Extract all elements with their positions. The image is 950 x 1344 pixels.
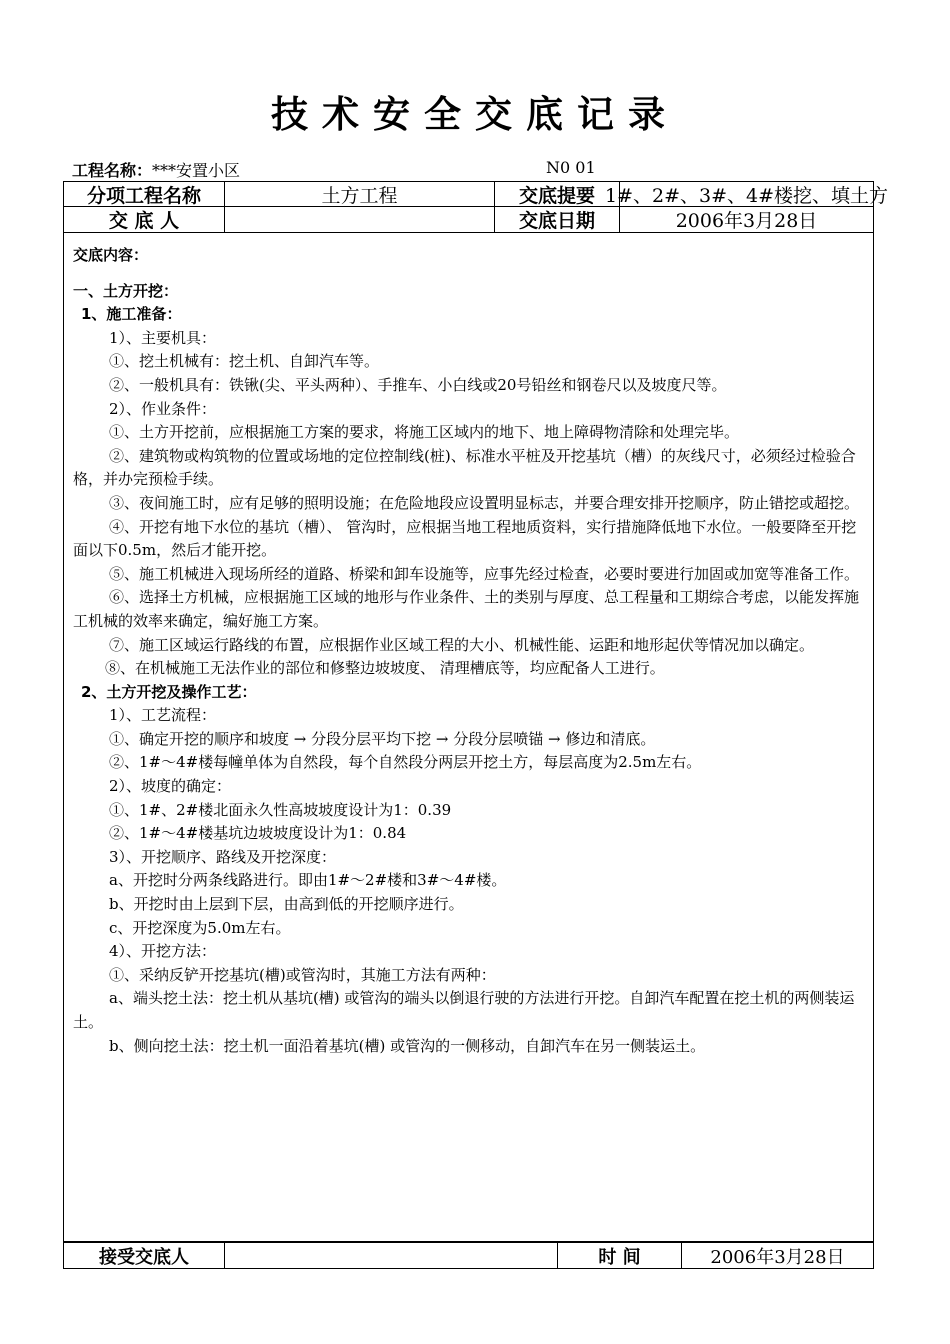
receiver-value [225,1243,558,1268]
project-name-label: 工程名称： [72,161,153,180]
paragraph: a、端头挖土法：挖土机从基坑(槽) 或管沟的端头以倒退行驶的方法进行开挖。自卸汽车配置在挖土机的两侧装运土。 [73,989,855,1031]
content-box [63,232,874,1242]
subsection-heading: 2、土方开挖及操作工艺： [81,682,257,701]
paragraph: ②、建筑物或构筑物的位置或场地的定位控制线(桩)、标准水平桩及开挖基坑（槽）的灰线尺寸，必须经过检验合格，并办完预检手续。 [73,446,856,489]
time-label: 时 间 [558,1243,682,1268]
paragraph: ⑤、施工机械进入现场所经的道路、桥梁和卸车设施等，应事先经过检查，必要时要进行加固或加宽等准备工作。 [109,564,860,583]
sub-project-label: 分项工程名称 [64,182,225,207]
paragraph: ②、1#～4#楼基坑边坡坡度设计为1：0.84 [109,824,407,843]
person-value [225,207,495,232]
paragraph: b、侧向挖土法：挖土机一面沿着基坑(槽) 或管沟的一侧移动，自卸汽车在另一侧装运土。 [109,1036,706,1055]
subsection-heading: 1、施工准备： [81,305,182,324]
date-value: 2006年3月28日 [675,210,818,232]
paragraph: ②、1#～4#楼每幢单体为自然段，每个自然段分两层开挖土方，每层高度为2.5m左右。 [109,753,702,772]
content-heading: 交底内容： [73,246,149,264]
paragraph: ⑦、施工区域运行路线的布置，应根据作业区域工程的大小、机械性能、运距和地形起伏等情况加以确定。 [109,635,815,654]
summary-value: 1#、2#、3#、4#楼挖、填土方 [620,182,873,207]
person-label: 交 底 人 [64,207,225,232]
sub-project-value: 土方工程 [225,182,495,207]
summary-label: 交底提要 [495,182,620,207]
project-name-value: ***安置小区 [152,161,241,180]
paragraph: ②、一般机具有：铁锹(尖、平头两种）、手推车、小白线或20号铅丝和钢卷尺以及坡度尺等。 [109,375,727,394]
paragraph: ①、采纳反铲开挖基坑(槽)或管沟时，其施工方法有两种： [109,965,496,984]
date-label: 交底日期 [495,207,620,232]
paragraph: ①、1#、2#楼北面永久性高坡坡度设计为1：0.39 [109,800,452,819]
paragraph: ⑥、选择土方机械，应根据施工区域的地形与作业条件、土的类别与厚度、总工程量和工期综合考虑，以能发挥施工机械的效率来确定，编好施工方案。 [73,588,860,630]
paragraph: a、开挖时分两条线路进行。即由1#～2#楼和3#～4#楼。 [109,871,507,890]
page-title: 技术安全交底记录 [271,93,679,136]
paragraph: 2）、坡度的确定： [109,777,232,796]
paragraph: 1）、主要机具： [109,328,217,347]
header-table [63,181,889,233]
receiver-label: 接受交底人 [64,1243,225,1268]
footer-table [63,1242,874,1269]
section-heading: 一、土方开挖： [73,281,179,300]
paragraph: 3）、开挖顺序、路线及开挖深度： [109,847,337,866]
paragraph: ①、挖土机械有：挖土机、自卸汽车等。 [109,352,380,371]
paragraph: ①、确定开挖的顺序和坡度 → 分段分层平均下挖 → 分段分层喷锚 → 修边和清底。 [109,729,656,748]
paragraph: c、开挖深度为5.0m左右。 [109,918,291,937]
record-number: N0 01 [546,158,596,177]
paragraph: ①、土方开挖前，应根据施工方案的要求，将施工区域内的地下、地上障碍物清除和处理完毕。 [109,423,740,442]
time-value: 2006年3月28日 [710,1246,845,1268]
paragraph: b、开挖时由上层到下层，由高到低的开挖顺序进行。 [109,895,464,914]
paragraph: 2）、作业条件： [109,399,217,418]
paragraph: ⑧、在机械施工无法作业的部位和修整边坡坡度、 清理槽底等，均应配备人工进行。 [105,659,665,678]
paragraph: 4）、开挖方法： [109,942,217,961]
paragraph: 1）、工艺流程： [109,706,217,725]
paragraph: ③、夜间施工时，应有足够的照明设施；在危险地段应设置明显标志，并要合理安排开挖顺序，防止错挖或超挖。 [109,493,860,512]
paragraph: ④、开挖有地下水位的基坑（槽）、 管沟时，应根据当地工程地质资料，实行措施降低地下水位。一般要降至开挖面以下0.5m，然后才能开挖。 [73,517,857,560]
project-name [72,158,240,181]
